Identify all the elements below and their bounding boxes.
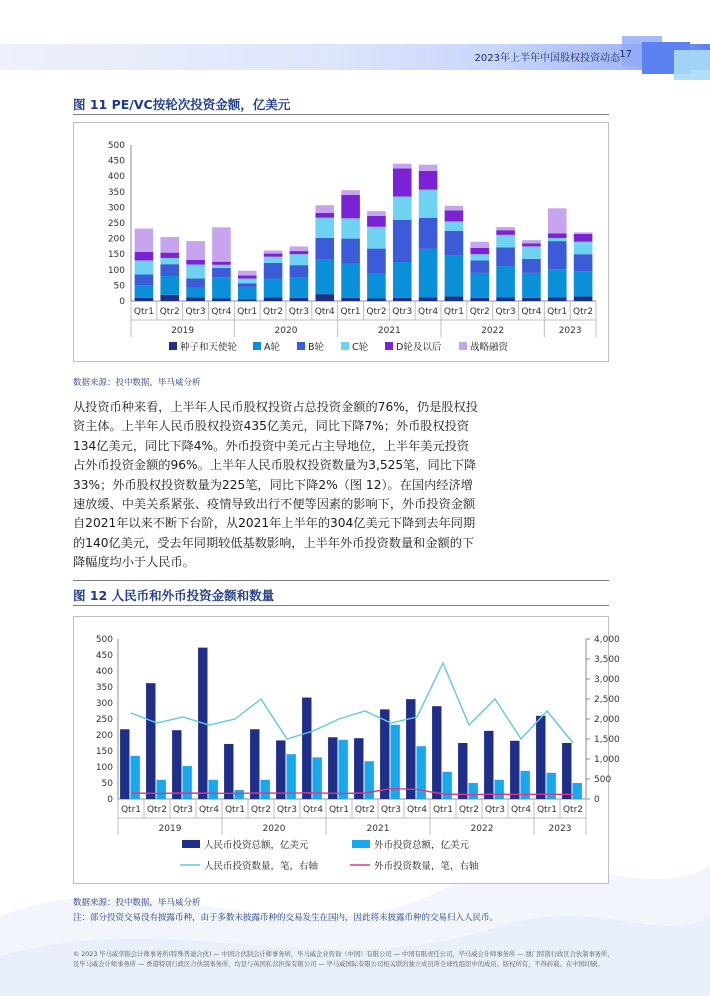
y2-tick-label: 1,500 xyxy=(594,735,620,745)
stacked-bar-segment xyxy=(135,298,154,301)
x-tick-label: Qtr4 xyxy=(418,307,439,317)
figure-12-chart xyxy=(73,616,620,884)
stacked-bar-segment xyxy=(522,240,541,243)
stacked-bar-segment xyxy=(445,221,464,230)
stacked-bar-segment xyxy=(574,296,593,301)
footer-line: 及毕马威会计师事务所 — 香港特别行政区合伙制事务所，均是与英国私营担保有限公司 — 毕马威国际有限公司相关联的独立成员所全球性组织中的成员。版权所有，不得转载。在中国印刷。 xyxy=(73,961,604,968)
y-tick-label: 50 xyxy=(101,779,113,789)
stacked-bar-segment xyxy=(212,277,231,298)
paragraph-line: 134亿美元，同比下降4%。外币投资中美元占主导地位，上半年美元投资 xyxy=(73,438,470,453)
stacked-bar-segment xyxy=(264,250,283,253)
stacked-bar-segment xyxy=(393,168,412,196)
x-tick-label: Qtr2 xyxy=(250,805,272,815)
stacked-bar-segment xyxy=(160,264,179,276)
stacked-bar-segment xyxy=(160,253,179,258)
stacked-bar-segment xyxy=(264,297,283,301)
year-label: 2020 xyxy=(274,326,298,336)
y2-tick-label: 4,000 xyxy=(594,635,620,645)
legend-swatch xyxy=(169,342,177,350)
stacked-bar-segment xyxy=(574,234,593,242)
stacked-bar-segment xyxy=(315,205,334,213)
paragraph-line: 自2021年以来不断下台阶，从2021年上半年的304亿美元下降到去年同期 xyxy=(73,516,476,531)
rmb-amount-bar xyxy=(146,683,155,799)
stacked-bar-segment xyxy=(238,275,257,278)
stacked-bar-segment xyxy=(393,220,412,262)
stacked-bar-segment xyxy=(367,249,386,274)
rmb-amount-bar xyxy=(224,744,233,799)
x-tick-label: Qtr4 xyxy=(211,307,232,317)
y2-tick-label: 2,500 xyxy=(594,695,620,705)
footer-line: © 2023 毕马威华振会计师事务所(特殊普通合伙) — 中国合伙制会计师事务所，毕马威企业咨询（中国）有限公司 — 中国有限责任公司，毕马威会计师事务所 — 澳门特别行政区合伙制事务所， xyxy=(73,951,614,958)
stacked-bar-segment xyxy=(367,274,386,299)
y2-tick-label: 2,000 xyxy=(594,715,620,725)
x-tick-label: Qtr2 xyxy=(573,307,594,317)
stacked-bar-segment xyxy=(470,248,489,254)
x-tick-label: Qtr2 xyxy=(458,805,480,815)
stacked-bar-segment xyxy=(419,190,438,218)
y-tick-label: 400 xyxy=(95,667,113,677)
figure-12-rule-top xyxy=(73,580,609,581)
x-tick-label: Qtr1 xyxy=(340,307,361,317)
stacked-bar-segment xyxy=(160,276,179,295)
year-label: 2022 xyxy=(481,326,505,336)
stacked-bar-segment xyxy=(470,242,489,248)
x-tick-label: Qtr4 xyxy=(510,805,532,815)
stacked-bar-segment xyxy=(290,265,309,277)
stacked-bar-segment xyxy=(290,251,309,254)
foreign-amount-bar xyxy=(234,790,243,799)
y-tick-label: 200 xyxy=(107,234,125,245)
stacked-bar-segment xyxy=(522,243,541,246)
figure-12-source: 数据来源：投中数据，毕马威分析 xyxy=(73,898,201,908)
stacked-bar-segment xyxy=(419,297,438,301)
stacked-bar-segment xyxy=(186,288,205,297)
stacked-bar-segment xyxy=(341,218,360,238)
stacked-bar-segment xyxy=(548,241,567,269)
stacked-bar-segment xyxy=(445,296,464,301)
stacked-bar-segment xyxy=(522,259,541,273)
x-tick-label: Qtr4 xyxy=(406,805,428,815)
x-tick-label: Qtr1 xyxy=(133,307,154,317)
year-label: 2021 xyxy=(366,824,390,834)
stacked-bar-segment xyxy=(548,233,567,238)
legend-label: 人民币投资总额，亿美元 xyxy=(204,840,309,851)
stacked-bar-segment xyxy=(238,283,257,287)
x-tick-label: Qtr4 xyxy=(302,805,324,815)
legend-swatch xyxy=(253,342,261,350)
stacked-bar-segment xyxy=(419,165,438,171)
figure-12-title: 图 12 人民币和外币投资金额和数量 xyxy=(73,588,275,603)
stacked-bar-segment xyxy=(393,164,412,169)
header-title: 2023年上半年中国股权投资动态 xyxy=(474,53,620,64)
y-tick-label: 500 xyxy=(107,141,125,151)
stacked-bar-segment xyxy=(212,262,231,265)
stacked-bar-segment xyxy=(135,274,154,285)
stacked-bar-segment xyxy=(496,235,515,247)
rmb-amount-bar xyxy=(510,741,519,799)
legend-label: 外币投资总额，亿美元 xyxy=(374,840,470,851)
y2-tick-label: 1,000 xyxy=(594,755,620,765)
year-label: 2019 xyxy=(158,824,182,834)
stacked-bar-segment xyxy=(548,238,567,241)
year-label: 2023 xyxy=(558,326,582,336)
stacked-bar-segment xyxy=(135,252,154,260)
x-tick-label: Qtr1 xyxy=(536,805,558,815)
stacked-bar-segment xyxy=(341,264,360,298)
stacked-bar-segment xyxy=(470,273,489,298)
rmb-amount-bar xyxy=(172,730,181,799)
stacked-bar-segment xyxy=(445,211,464,222)
stacked-bar-segment xyxy=(574,232,593,234)
foreign-amount-bar xyxy=(260,780,269,799)
stacked-bar-segment xyxy=(160,237,179,253)
rmb-amount-bar xyxy=(484,731,493,799)
x-tick-label: Qtr1 xyxy=(237,307,258,317)
figure-12-note: 注：部分投资交易没有披露币种，由于多数未披露币种的交易发生在国内，因此将未披露币种的交易归入人民币。 xyxy=(73,913,499,923)
rmb-amount-bar xyxy=(276,740,285,799)
stacked-bar-segment xyxy=(135,260,154,274)
stacked-bar-segment xyxy=(212,268,231,277)
x-tick-label: Qtr4 xyxy=(521,307,542,317)
foreign-amount-bar xyxy=(390,725,399,799)
year-label: 2023 xyxy=(548,824,572,834)
legend-label: 战略融资 xyxy=(470,342,509,353)
y-tick-label: 200 xyxy=(95,731,113,741)
stacked-bar-segment xyxy=(496,227,515,230)
stacked-bar-segment xyxy=(419,218,438,249)
rmb-amount-bar xyxy=(562,743,571,799)
stacked-bar-segment xyxy=(470,298,489,301)
paragraph-line: 从投资币种来看，上半年人民币股权投资占总投资金额的76%，仍是股权投 xyxy=(73,400,478,414)
y-tick-label: 250 xyxy=(107,219,125,229)
rmb-amount-bar xyxy=(380,709,389,799)
x-tick-label: Qtr3 xyxy=(172,805,194,815)
stacked-bar-segment xyxy=(290,298,309,301)
stacked-bar-segment xyxy=(186,297,205,301)
foreign-amount-bar xyxy=(208,780,217,799)
stacked-bar-segment xyxy=(470,254,489,260)
y-tick-label: 300 xyxy=(95,699,113,709)
stacked-bar-segment xyxy=(186,264,205,278)
stacked-bar-segment xyxy=(496,266,515,297)
stacked-bar-segment xyxy=(496,247,515,266)
stacked-bar-segment xyxy=(367,227,386,249)
paragraph-line: 占外币投资金额的96%。上半年人民币股权投资数量为3,525笔，同比下降 xyxy=(73,458,477,473)
y-tick-label: 400 xyxy=(107,172,125,183)
stacked-bar-segment xyxy=(264,254,283,257)
stacked-bar-segment xyxy=(212,299,231,301)
legend-swatch xyxy=(352,840,370,848)
y-tick-label: 500 xyxy=(95,635,113,645)
stacked-bar-segment xyxy=(367,299,386,301)
stacked-bar-segment xyxy=(238,299,257,301)
foreign-amount-bar xyxy=(156,780,165,799)
x-tick-label: Qtr1 xyxy=(443,307,464,317)
stacked-bar-segment xyxy=(445,231,464,256)
rmb-amount-bar xyxy=(406,699,415,799)
stacked-bar-segment xyxy=(419,171,438,190)
stacked-bar-segment xyxy=(290,254,309,265)
stacked-bar-segment xyxy=(419,249,438,297)
stacked-bar-segment xyxy=(315,260,334,294)
stacked-bar-segment xyxy=(367,216,386,227)
x-tick-label: Qtr1 xyxy=(328,805,350,815)
stacked-bar-segment xyxy=(341,239,360,264)
foreign-amount-bar xyxy=(442,772,451,799)
stacked-bar-segment xyxy=(290,278,309,298)
y-tick-label: 150 xyxy=(107,250,125,261)
y-tick-label: 350 xyxy=(107,187,125,198)
stacked-bar-segment xyxy=(367,211,386,216)
foreign-amount-bar xyxy=(338,740,347,799)
stacked-bar-segment xyxy=(574,271,593,296)
stacked-bar-segment xyxy=(548,208,567,233)
rmb-amount-bar xyxy=(120,729,129,799)
legend-swatch xyxy=(297,342,305,350)
y-tick-label: 50 xyxy=(113,281,125,292)
figure-12-svg xyxy=(74,617,620,883)
year-label: 2022 xyxy=(470,824,494,834)
rmb-amount-bar xyxy=(458,743,467,799)
year-label: 2020 xyxy=(262,824,286,834)
rmb-amount-bar xyxy=(536,716,545,799)
x-tick-label: Qtr4 xyxy=(314,307,335,317)
stacked-bar-segment xyxy=(393,196,412,219)
rmb-amount-bar xyxy=(328,737,337,799)
year-label: 2019 xyxy=(171,326,195,336)
stacked-bar-segment xyxy=(574,254,593,271)
x-tick-label: Qtr1 xyxy=(224,805,246,815)
foreign-count-line xyxy=(131,789,573,795)
footer-copyright xyxy=(73,950,653,970)
y-tick-label: 450 xyxy=(95,651,113,661)
stacked-bar-segment xyxy=(341,195,360,218)
figure-11-source: 数据来源：投中数据，毕马威分析 xyxy=(73,378,201,388)
foreign-amount-bar xyxy=(182,766,191,799)
y-tick-label: 350 xyxy=(95,683,113,693)
figure-12-rule xyxy=(73,605,609,606)
stacked-bar-segment xyxy=(574,242,593,254)
stacked-bar-segment xyxy=(445,256,464,297)
stacked-bar-segment xyxy=(264,257,283,263)
figure-11-title: 图 11 PE/VC按轮次投资金额，亿美元 xyxy=(73,97,291,112)
stacked-bar-segment xyxy=(135,285,154,297)
stacked-bar-segment xyxy=(315,213,334,218)
x-tick-label: Qtr4 xyxy=(198,805,220,815)
legend-swatch xyxy=(341,342,349,350)
legend-label: A轮 xyxy=(264,342,280,353)
x-tick-label: Qtr3 xyxy=(276,805,298,815)
paragraph-line: 资主体。上半年人民币股权投资435亿美元，同比下降7%；外币股权投资 xyxy=(73,419,470,434)
foreign-amount-bar xyxy=(572,783,581,799)
legend-label: D轮及以后 xyxy=(396,342,442,353)
y-tick-label: 100 xyxy=(95,763,113,773)
y-tick-label: 0 xyxy=(119,297,125,307)
y-tick-label: 250 xyxy=(95,715,113,725)
x-tick-label: Qtr3 xyxy=(484,805,506,815)
stacked-bar-segment xyxy=(212,265,231,268)
x-tick-label: Qtr2 xyxy=(366,307,387,317)
stacked-bar-segment xyxy=(341,298,360,301)
stacked-bar-segment xyxy=(522,273,541,298)
stacked-bar-segment xyxy=(522,246,541,258)
legend-swatch xyxy=(459,342,467,350)
stacked-bar-segment xyxy=(186,260,205,265)
x-tick-label: Qtr2 xyxy=(354,805,376,815)
stacked-bar-segment xyxy=(496,297,515,301)
stacked-bar-segment xyxy=(238,287,257,299)
stacked-bar-segment xyxy=(548,269,567,297)
stacked-bar-segment xyxy=(393,298,412,301)
paragraph-line: 的140亿美元，受去年同期较低基数影响，上半年外币投资数量和金额的下 xyxy=(73,535,475,550)
page-number: 17 xyxy=(619,49,632,60)
x-tick-label: Qtr2 xyxy=(159,307,180,317)
y-tick-label: 100 xyxy=(107,265,125,276)
x-tick-label: Qtr2 xyxy=(146,805,168,815)
body-paragraph xyxy=(73,398,601,573)
stacked-bar-segment xyxy=(160,258,179,264)
y2-tick-label: 3,500 xyxy=(594,655,620,665)
figure-11-svg xyxy=(74,123,608,361)
x-tick-label: Qtr3 xyxy=(185,307,206,317)
x-tick-label: Qtr3 xyxy=(495,307,516,317)
rmb-count-line xyxy=(131,663,573,743)
y2-tick-label: 500 xyxy=(594,775,612,785)
rmb-amount-bar xyxy=(302,698,311,799)
stacked-bar-segment xyxy=(238,279,257,284)
figure-11-chart xyxy=(73,122,609,362)
stacked-bar-segment xyxy=(522,298,541,301)
stacked-bar-segment xyxy=(212,227,231,261)
figure-11-rule xyxy=(73,114,609,115)
paragraph-line: 33%；外币股权投资数量为225笔，同比下降2%（图 12）。在国内经济增 xyxy=(73,477,473,492)
stacked-bar-segment xyxy=(496,230,515,235)
x-tick-label: Qtr3 xyxy=(380,805,402,815)
y2-tick-label: 0 xyxy=(594,795,600,805)
header-logo-blocks xyxy=(620,36,710,80)
stacked-bar-segment xyxy=(548,297,567,301)
legend-label: 种子和天使轮 xyxy=(180,342,238,353)
foreign-amount-bar xyxy=(494,780,503,799)
legend-label: 人民币投资数量，笔，右轴 xyxy=(204,861,319,872)
x-tick-label: Qtr1 xyxy=(120,805,142,815)
y-tick-label: 450 xyxy=(107,156,125,167)
stacked-bar-segment xyxy=(264,279,283,298)
x-tick-label: Qtr2 xyxy=(562,805,584,815)
stacked-bar-segment xyxy=(186,241,205,260)
x-tick-label: Qtr1 xyxy=(547,307,568,317)
y-tick-label: 150 xyxy=(95,747,113,757)
x-tick-label: Qtr1 xyxy=(432,805,454,815)
stacked-bar-segment xyxy=(445,206,464,211)
foreign-amount-bar xyxy=(468,783,477,799)
stacked-bar-segment xyxy=(160,295,179,301)
stacked-bar-segment xyxy=(341,190,360,195)
stacked-bar-segment xyxy=(315,218,334,238)
paragraph-line: 降幅度均小于人民币。 xyxy=(73,555,195,570)
year-label: 2021 xyxy=(377,326,401,336)
rmb-amount-bar xyxy=(354,738,363,799)
legend-label: 外币投资数量，笔，右轴 xyxy=(374,861,479,872)
stacked-bar-segment xyxy=(186,279,205,288)
y-tick-label: 300 xyxy=(107,203,125,214)
stacked-bar-segment xyxy=(315,294,334,301)
paragraph-line: 速放缓、中美关系紧张、疫情导致出行不便等因素的影响下，外币投资金额 xyxy=(73,497,476,512)
legend-swatch xyxy=(182,840,200,848)
stacked-bar-segment xyxy=(135,229,154,252)
stacked-bar-segment xyxy=(315,238,334,260)
legend-swatch xyxy=(385,342,393,350)
x-tick-label: Qtr3 xyxy=(288,307,309,317)
legend-label: B轮 xyxy=(308,342,325,353)
legend-label: C轮 xyxy=(352,342,369,353)
stacked-bar-segment xyxy=(238,271,257,276)
x-tick-label: Qtr2 xyxy=(469,307,490,317)
rmb-amount-bar xyxy=(250,729,259,799)
stacked-bar-segment xyxy=(470,260,489,272)
stacked-bar-segment xyxy=(290,246,309,251)
foreign-amount-bar xyxy=(286,754,295,799)
x-tick-label: Qtr2 xyxy=(263,307,284,317)
y-tick-label: 0 xyxy=(107,795,113,805)
rmb-amount-bar xyxy=(432,706,441,799)
foreign-amount-bar xyxy=(546,773,555,799)
y2-tick-label: 3,000 xyxy=(594,675,620,685)
stacked-bar-segment xyxy=(393,262,412,298)
x-tick-label: Qtr3 xyxy=(392,307,413,317)
stacked-bar-segment xyxy=(264,263,283,279)
